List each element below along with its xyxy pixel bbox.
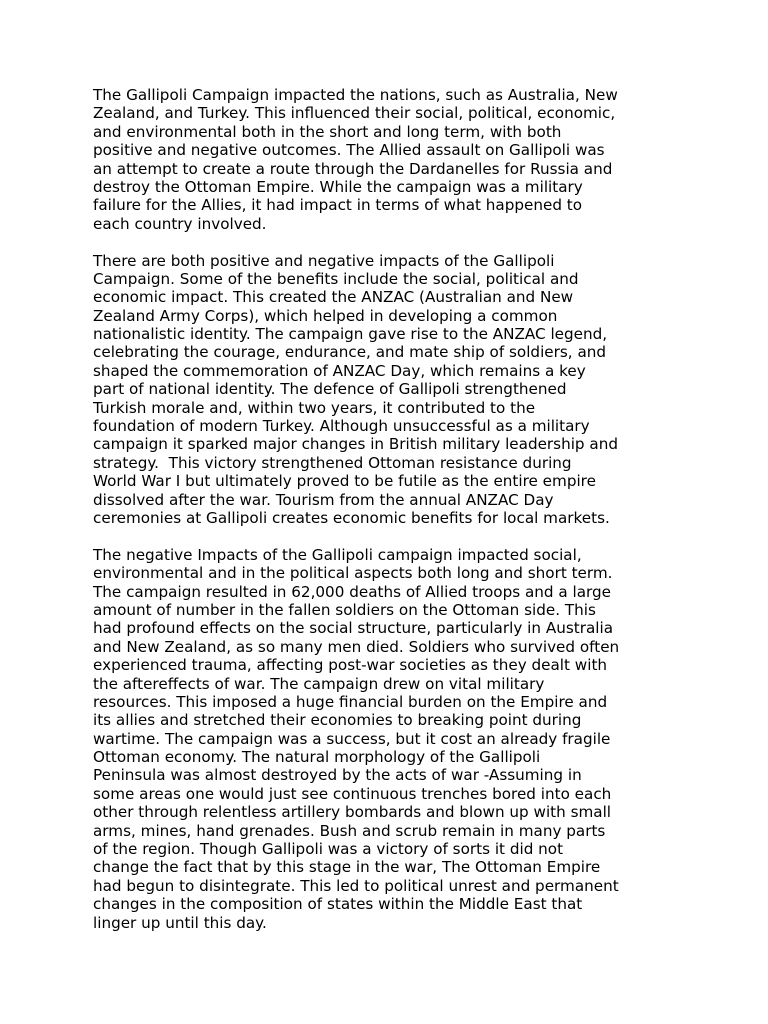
paragraph-line: strategy. This victory strengthened Ottoman resistance during	[93, 453, 572, 472]
paragraph-line: each country involved.	[93, 214, 267, 233]
paragraph-line: environmental and in the political aspects both long and short term.	[93, 564, 613, 583]
document-body	[93, 86, 685, 950]
paragraph-line: There are both positive and negative impacts of the Gallipoli	[93, 251, 555, 270]
paragraph-line: amount of number in the fallen soldiers on the Ottoman side. This	[93, 600, 596, 619]
paragraph-line: its allies and stretched their economies to breaking point during	[93, 711, 582, 730]
paragraph-line: other through relentless artillery bombards and blown up with small	[93, 803, 612, 822]
paragraph-line: The negative Impacts of the Gallipoli campaign impacted social,	[93, 545, 582, 564]
paragraph-line: economic impact. This created the ANZAC (Australian and New	[93, 288, 574, 307]
paragraph-line: destroy the Ottoman Empire. While the campaign was a military	[93, 177, 583, 196]
paragraph-line: an attempt to create a route through the Dardanelles for Russia and	[93, 159, 613, 178]
paragraph-line: Peninsula was almost destroyed by the acts of war -Assuming in	[93, 766, 582, 785]
paragraph-line: change the fact that by this stage in the war, The Ottoman Empire	[93, 858, 601, 877]
paragraph-line: resources. This imposed a huge financial burden on the Empire and	[93, 692, 608, 711]
paragraph-line: linger up until this day.	[93, 913, 267, 932]
paragraph-line: experienced trauma, affecting post-war societies as they dealt with	[93, 656, 608, 675]
paragraph-line: had begun to disintegrate. This led to political unrest and permanent	[93, 876, 619, 895]
paragraph-line: Turkish morale and, within two years, it contributed to the	[93, 398, 536, 417]
paragraph-line: some areas one would just see continuous trenches bored into each	[93, 784, 612, 803]
paragraph-line: and New Zealand, as so many men died. Soldiers who survived often	[93, 637, 620, 656]
paragraph-line: World War I but ultimately proved to be futile as the entire empire	[93, 472, 596, 491]
paragraph-negative-impacts	[93, 546, 685, 932]
paragraph-line: dissolved after the war. Tourism from the annual ANZAC Day	[93, 490, 554, 509]
paragraph-line: failure for the Allies, it had impact in terms of what happened to	[93, 196, 583, 215]
paragraph-line: positive and negative outcomes. The Allied assault on Gallipoli was	[93, 141, 605, 160]
paragraph-line: Campaign. Some of the benefits include the social, political and	[93, 269, 579, 288]
paragraph-positive-impacts	[93, 252, 685, 528]
paragraph-line: celebrating the courage, endurance, and mate ship of soldiers, and	[93, 343, 607, 362]
paragraph-line: foundation of modern Turkey. Although unsuccessful as a military	[93, 417, 590, 436]
paragraph-line: nationalistic identity. The campaign gave rise to the ANZAC legend,	[93, 325, 608, 344]
paragraph-line: of the region. Though Gallipoli was a victory of sorts it did not	[93, 840, 564, 859]
paragraph-line: part of national identity. The defence of Gallipoli strengthened	[93, 380, 567, 399]
paragraph-line: Ottoman economy. The natural morphology of the Gallipoli	[93, 748, 541, 767]
paragraph-line: Zealand, and Turkey. This influenced their social, political, economic,	[93, 104, 616, 123]
paragraph-line: the aftereffects of war. The campaign drew on vital military	[93, 674, 545, 693]
paragraph-line: campaign it sparked major changes in British military leadership and	[93, 435, 618, 454]
paragraph-line: The Gallipoli Campaign impacted the nations, such as Australia, New	[93, 86, 618, 104]
paragraph-line: wartime. The campaign was a success, but it cost an already fragile	[93, 729, 611, 748]
paragraph-line: The campaign resulted in 62,000 deaths of Allied troops and a large	[93, 582, 611, 601]
paragraph-line: changes in the composition of states within the Middle East that	[93, 895, 583, 914]
paragraph-line: shaped the commemoration of ANZAC Day, which remains a key	[93, 361, 586, 380]
paragraph-line: ceremonies at Gallipoli creates economic benefits for local markets.	[93, 508, 610, 527]
paragraph-line: had profound effects on the social structure, particularly in Australia	[93, 619, 614, 638]
paragraph-line: arms, mines, hand grenades. Bush and scrub remain in many parts	[93, 821, 606, 840]
paragraph-line: Zealand Army Corps), which helped in developing a common	[93, 306, 558, 325]
paragraph-intro	[93, 86, 685, 233]
paragraph-line: and environmental both in the short and long term, with both	[93, 122, 562, 141]
